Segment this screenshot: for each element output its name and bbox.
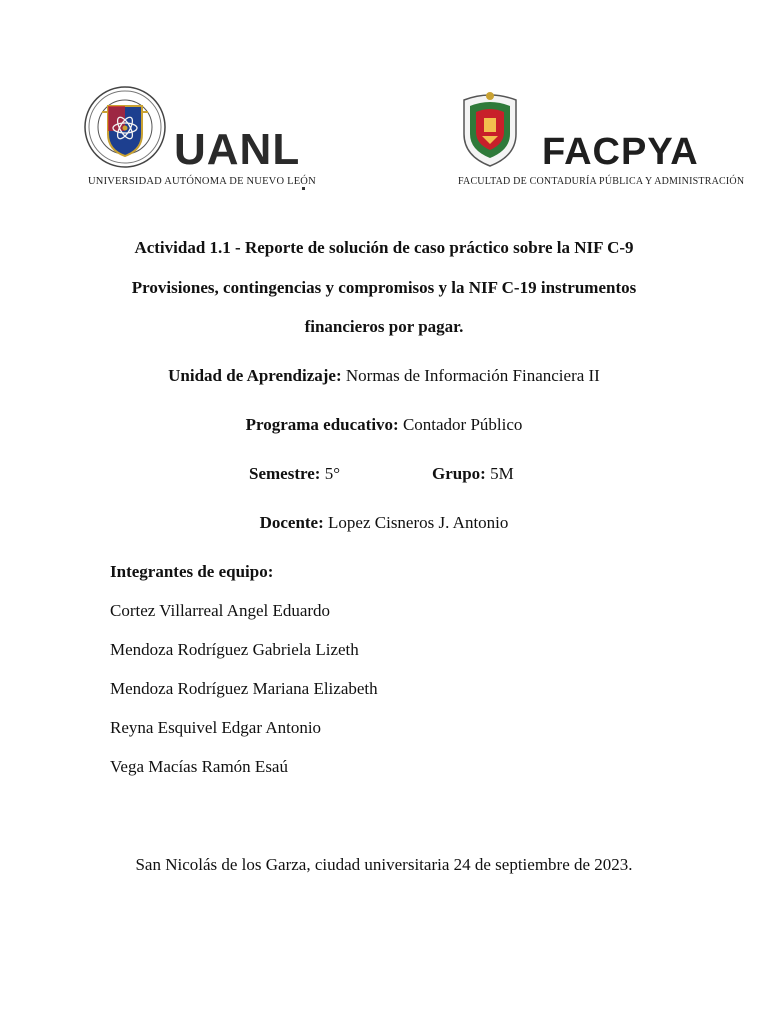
grupo-value: 5M (490, 464, 514, 483)
uanl-wordmark: UANL (174, 125, 301, 174)
programa-row (0, 415, 768, 435)
team-member: Mendoza Rodríguez Mariana Elizabeth (110, 679, 378, 698)
doc-title-line-3: financieros por pagar. (304, 317, 464, 336)
team-member: Cortez Villarreal Angel Eduardo (110, 601, 331, 620)
facpya-subtitle: FACULTAD DE CONTADURÍA PÚBLICA Y ADMINISTRACIÓN (458, 176, 745, 187)
doc-title-line-1: Actividad 1.1 - Reporte de solución de caso práctico sobre la NIF C-9 (134, 238, 634, 257)
team-member: Vega Macías Ramón Esaú (110, 757, 288, 776)
semestre-label: Semestre: (249, 464, 321, 483)
programa-label: Programa educativo: (245, 415, 399, 434)
team-member: Mendoza Rodríguez Gabriela Lizeth (110, 640, 359, 659)
grupo-label: Grupo: (432, 464, 486, 483)
uanl-seal-icon (84, 86, 166, 170)
semestre-row (249, 464, 340, 484)
docente-label: Docente: (259, 513, 324, 532)
grupo-row (432, 464, 514, 484)
facpya-logo (458, 90, 764, 190)
facpya-wordmark: FACPYA (542, 131, 699, 173)
docente-row (0, 513, 768, 533)
programa-value: Contador Público (402, 415, 523, 434)
team-member: Reyna Esquivel Edgar Antonio (110, 718, 322, 737)
facpya-shield-icon (458, 90, 522, 168)
docente-value: Lopez Cisneros J. Antonio (328, 513, 509, 532)
team-heading: Integrantes de equipo: (110, 562, 274, 581)
semestre-value: 5° (324, 464, 340, 483)
doc-title-line-2: Provisiones, contingencias y compromisos y la NIF C-19 instrumentos (131, 278, 637, 297)
unidad-label: Unidad de Aprendizaje: (168, 366, 342, 385)
unidad-row (0, 366, 768, 386)
location-date: San Nicolás de los Garza, ciudad universitaria 24 de septiembre de 2023. (135, 855, 633, 874)
uanl-logo (84, 86, 316, 194)
unidad-value: Normas de Información Financiera II (345, 366, 600, 385)
uanl-subtitle: UNIVERSIDAD AUTÓNOMA DE NUEVO LEÓN (88, 176, 316, 187)
uanl-dot (302, 187, 305, 190)
